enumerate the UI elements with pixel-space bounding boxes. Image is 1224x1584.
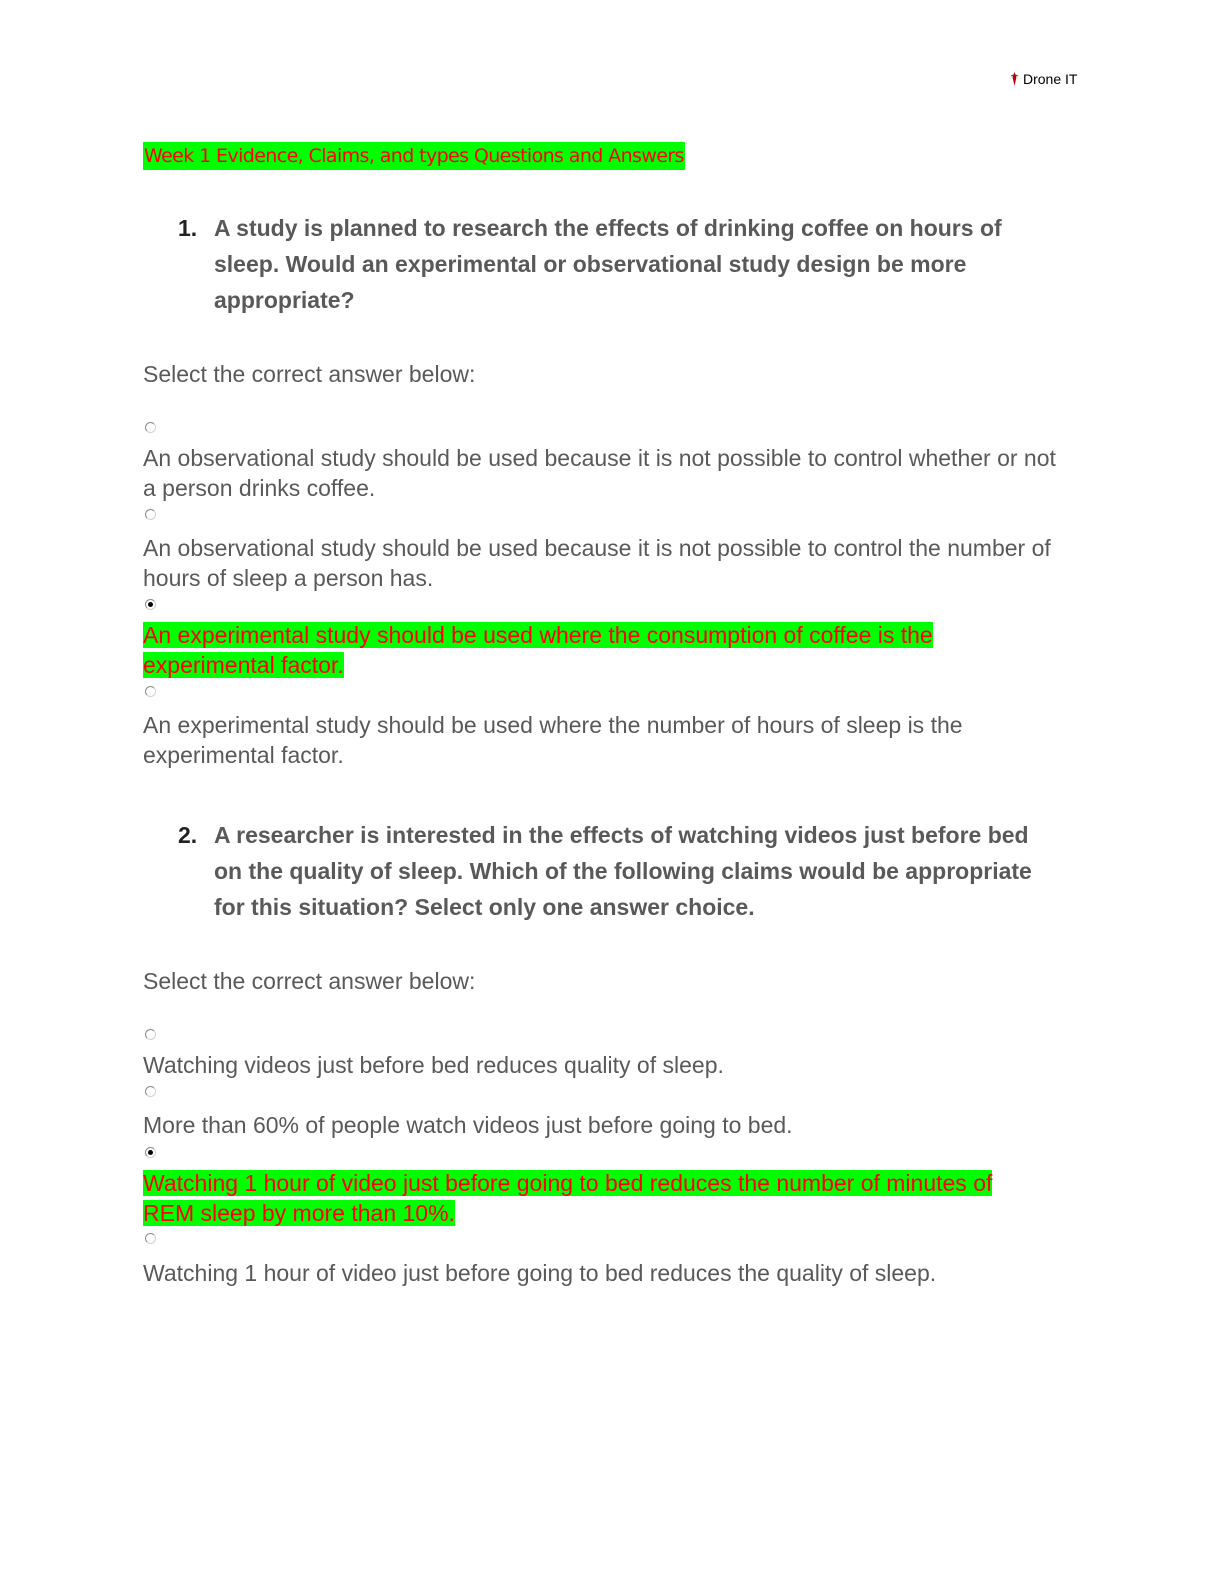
drone-logo-icon [1010,72,1019,86]
q2-option-1[interactable] [143,1050,1073,1080]
radio-q2-option-3-selected[interactable] [145,1147,156,1158]
option-text: More than 60% of people watch videos just before going to bed. [143,1112,793,1138]
option-text: An observational study should be used because it is not possible to control the number of hours of sleep a person has. [143,535,1051,591]
q1-option-2[interactable] [143,533,1073,593]
radio-q1-option-1[interactable] [145,422,156,433]
radio-q2-option-2[interactable] [145,1086,156,1097]
q1-option-1[interactable] [143,443,1073,503]
option-text: An observational study should be used because it is not possible to control whether or not a person drinks coffee. [143,445,1056,501]
option-text: Watching videos just before bed reduces quality of sleep. [143,1052,724,1078]
document-title: Week 1 Evidence, Claims, and types Questions and Answers [143,142,685,170]
q1-option-4[interactable] [143,710,1073,770]
brand-name: Drone IT [1023,71,1078,87]
question-number: 1. [178,215,198,241]
q1-option-3-correct[interactable] [143,620,973,680]
radio-q2-option-4[interactable] [145,1233,156,1244]
question-2 [178,817,1058,925]
option-text: Watching 1 hour of video just before going to bed reduces the number of minutes of REM sleep by more than 10%. [143,1170,993,1226]
q2-option-2[interactable] [143,1110,1073,1140]
option-text: An experimental study should be used where the consumption of coffee is the experimental factor. [143,622,933,678]
radio-q2-option-1[interactable] [145,1029,156,1040]
answer-prompt: Select the correct answer below: [143,968,476,994]
option-text: Watching 1 hour of video just before going to bed reduces the quality of sleep. [143,1260,937,1286]
q2-option-3-correct[interactable] [143,1168,1043,1228]
header-brand [1010,71,1077,87]
radio-q1-option-4[interactable] [145,686,156,697]
question-1 [178,210,1058,318]
question-text: A researcher is interested in the effects of watching videos just before bed on the quality of sleep. Which of the following claims would be appropriate for this situation? Select only one answer choice. [214,822,1032,920]
answer-prompt: Select the correct answer below: [143,361,476,387]
question-text: A study is planned to research the effects of drinking coffee on hours of sleep. Would an experimental or observational study design be more appropriate? [214,215,1002,313]
option-text: An experimental study should be used where the number of hours of sleep is the experimental factor. [143,712,963,768]
q2-option-4[interactable] [143,1258,1073,1288]
radio-q1-option-3-selected[interactable] [145,599,156,610]
question-number: 2. [178,822,198,848]
radio-q1-option-2[interactable] [145,509,156,520]
